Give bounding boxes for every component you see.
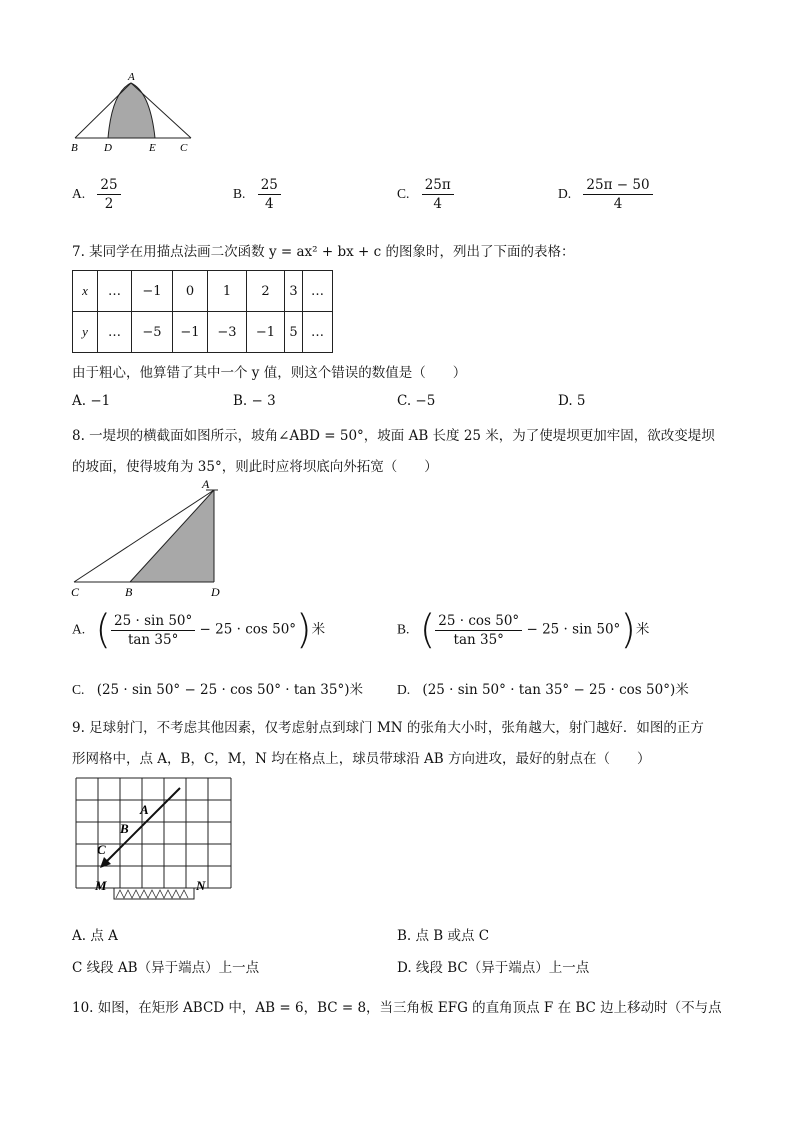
fig8-label-b: B	[125, 585, 133, 599]
q8-option-c[interactable]: C. (25 · sin 50° − 25 · cos 50° · tan 35°)米	[72, 682, 363, 698]
q6-option-c[interactable]: C. $\frac{25\pi}{4}$	[397, 177, 454, 212]
q7-option-d[interactable]: D. 5	[558, 393, 586, 409]
fig6-label-e: E	[149, 142, 156, 154]
q7-option-c[interactable]: C. −5	[397, 393, 436, 409]
q7-option-a[interactable]: A. −1	[72, 393, 111, 409]
fig8-label-a: A	[202, 478, 210, 491]
fig8-label-d: D	[211, 585, 220, 599]
q7-option-b[interactable]: B. − 3	[233, 393, 276, 409]
fig6-label-a: A	[128, 71, 135, 83]
fig6-label-b: B	[71, 142, 78, 154]
figure-q9-grid	[70, 772, 236, 912]
q9-stem-line2: 形网格中，点 A，B，C，M，N 均在格点上，球员带球沿 AB 方向进攻，最好的射点在（ ）	[72, 751, 651, 767]
q10-stem: 10. 如图，在矩形 ABCD 中，AB = 6，BC = 8，当三角板 EFG 的直角顶点 F 在 BC 边上移动时（不与点	[72, 1000, 722, 1016]
figure-q8-dam	[68, 478, 233, 600]
fig9-label-m: M	[95, 878, 107, 893]
q9-option-c[interactable]: C 线段 AB（异于端点）上一点	[72, 960, 260, 976]
q9-option-d[interactable]: D. 线段 BC（异于端点）上一点	[397, 960, 590, 976]
fig6-label-d: D	[104, 142, 112, 154]
fig9-label-b: B	[120, 821, 129, 836]
fig8-label-c: C	[71, 585, 80, 599]
q8-stem-line1: 8. 一堤坝的横截面如图所示，坡角∠ABD = 50°，坡面 AB 长度 25 米，为了使堤坝更加牢固，欲改变堤坝	[72, 428, 715, 444]
q7-question: 由于粗心，他算错了其中一个 y 值，则这个错误的数值是（ ）	[72, 365, 467, 381]
q7-stem: 7. 某同学在用描点法画二次函数 y = ax² + bx + c 的图象时，列出了下面的表格：	[72, 244, 575, 260]
q9-option-a[interactable]: A. 点 A	[72, 928, 118, 944]
q8-stem-line2: 的坡面，使得坡角为 35°，则此时应将坝底向外拓宽（ ）	[72, 459, 438, 475]
q9-stem-line1: 9. 足球射门，不考虑其他因素，仅考虑射点到球门 MN 的张角大小时，张角越大，射门越好．如图的正方	[72, 720, 704, 736]
q6-option-d[interactable]: D. $\frac{25\pi - 50}{4}$	[558, 177, 653, 212]
fig9-label-c: C	[97, 842, 106, 857]
q7-value-table	[72, 270, 333, 353]
table-row-y: y … −5 −1 −3 −1 5 …	[73, 312, 333, 353]
q6-option-a[interactable]: A. $\frac{25}{2}$	[72, 177, 121, 212]
q8-option-b[interactable]: B. ( $\frac{25 \cdot \cos 50^\circ}{\tan 35^\circ}$ − 25 · sin 50°)米	[397, 607, 650, 653]
fig9-label-n: N	[196, 878, 206, 893]
figure-q6-triangle	[68, 70, 198, 155]
fig9-label-a: A	[140, 802, 149, 817]
table-row-x: x … −1 0 1 2 3 …	[73, 271, 333, 312]
q8-option-d[interactable]: D. (25 · sin 50° · tan 35° − 25 · cos 50°)米	[397, 682, 689, 698]
q9-option-b[interactable]: B. 点 B 或点 C	[397, 928, 490, 944]
q8-option-a[interactable]: A. ( $\frac{25 \cdot \sin 50^\circ}{\tan 35^\circ}$ − 25 · cos 50°)米	[72, 607, 326, 653]
fig6-label-c: C	[180, 142, 188, 154]
q6-option-b[interactable]: B. $\frac{25}{4}$	[233, 177, 281, 212]
